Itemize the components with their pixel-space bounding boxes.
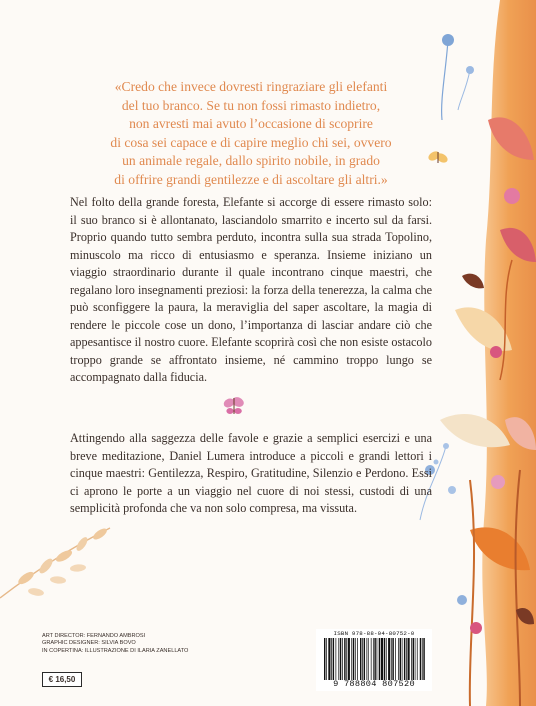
- credit-graphic-designer: GRAPHIC DESIGNER: SILVIA BOVO: [42, 640, 136, 647]
- barcode-digits: 9 788804 807520: [333, 679, 415, 689]
- quote-line: del tuo branco. Se tu non fossi rimasto indietro,: [121, 97, 381, 113]
- description-paragraph-1: Nel folto della grande foresta, Elefante si accorge di essere rimasto solo: il suo branco si è allontanato, lasciandolo smarrito e incerto sul da farsi. Proprio quando tutto sembra perduto, incontra sulla sua strada Topolino, minuscolo ma ricco di entusiasmo e speranza. Insieme iniziano un viaggio straordinario durante il quale incontrano cinque maestri, che regalano loro insegnamenti preziosi: la forza della tenerezza, la calma che può sconfiggere la paura, la meraviglia del saper ascoltare, la magia di rendere le piccole cose un dono, l’importanza di lasciar andare ciò che appesantisce il nostro cuore. Elefante scoprirà così che non esiste ostacolo troppo grande se affrontato insieme, né cammino troppo lungo se accompagnato dalla fiducia.: [70, 195, 432, 384]
- pull-quote: [70, 78, 432, 189]
- barcode-bars: [324, 638, 426, 680]
- quote-line: di offrire grandi gentilezze e di ascoltare gli altri.»: [114, 171, 388, 187]
- floral-side-band: [425, 0, 536, 706]
- price-tag: € 16,50: [42, 672, 82, 687]
- barcode: [316, 629, 432, 691]
- quote-line: non avresti mai avuto l’occasione di scoprire: [129, 116, 373, 131]
- credit-cover-illustration: IN COPERTINA: ILLUSTRAZIONE DI ILARIA ZANELLATO: [42, 647, 189, 654]
- quote-line: di cosa sei capace e di capire meglio chi sei, ovvero: [110, 134, 392, 150]
- leafy-branch-icon: [0, 526, 110, 598]
- quote-line: «Credo che invece dovresti ringraziare gli elefanti: [114, 79, 388, 94]
- quote-line: un animale regale, dallo spirito nobile, in grado: [122, 153, 380, 168]
- isbn-label: ISBN 978-88-04-80752-0: [333, 630, 415, 637]
- butterfly-icon: [222, 395, 245, 414]
- credit-art-director: ART DIRECTOR: FERNANDO AMBROSI: [42, 633, 146, 639]
- description-paragraph-2: Attingendo alla saggezza delle favole e grazie a semplici esercizi e una breve meditazione, Daniel Lumera introduce a piccoli e grandi lettori i cinque maestri: Gentilezza, Respiro, Gratitudine, Silenzio e Perdono. Essi ci aprono le porte a un viaggio nel cuore di noi stessi, custodi di una semplicità profonda che va non solo compresa, ma vissuta.: [70, 431, 432, 515]
- credits: [42, 633, 262, 655]
